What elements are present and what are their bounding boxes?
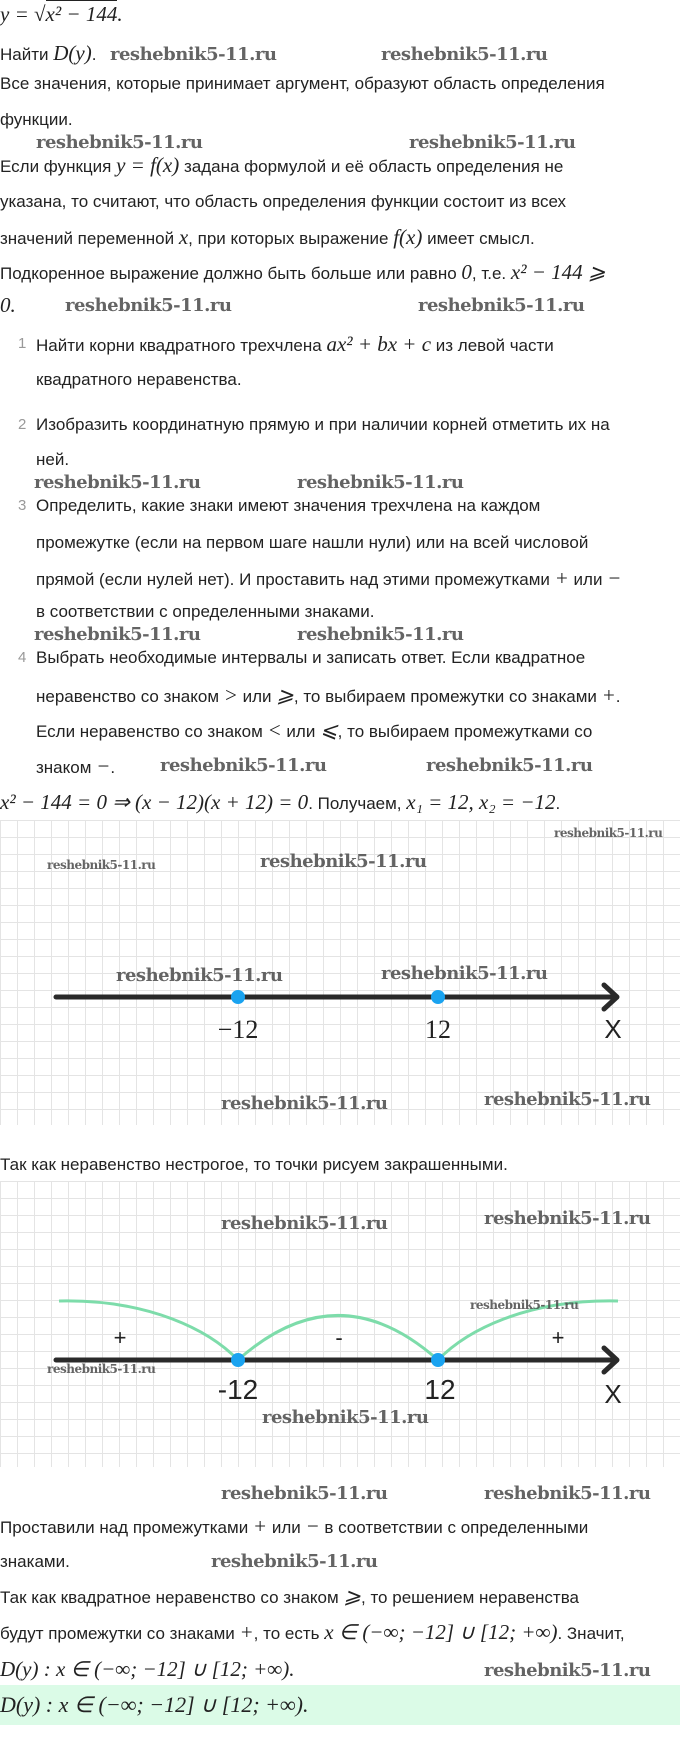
text-segment: , то есть (253, 1624, 325, 1643)
math-expression: x² − 144 ⩾ (510, 260, 606, 284)
text-segment: Если функция (0, 157, 117, 176)
watermark: reshebnik5-11.ru (221, 1483, 388, 1504)
text-segment: Все значения, которые принимает аргумент, образуют область определения (0, 74, 605, 93)
math-expression: 0. (0, 293, 16, 317)
text-segment: ней. (36, 450, 70, 469)
text-segment: , т.е. (471, 264, 511, 283)
watermark: reshebnik5-11.ru (484, 1089, 651, 1110)
sign-label: - (335, 1325, 343, 1350)
math-expression: ⩾ (276, 683, 294, 707)
root-label-left: -12 (217, 1374, 259, 1405)
text-segment: Если неравенство со знаком (36, 722, 268, 741)
paragraph-line (0, 1657, 294, 1683)
root-label-right: 12 (424, 1374, 456, 1405)
text-segment: указана, то считают, что область определения функции состоит из всех (0, 192, 567, 211)
math-expression: − (607, 566, 622, 590)
step-line (36, 332, 554, 358)
sign-label: + (551, 1325, 565, 1350)
watermark: reshebnik5-11.ru (211, 1551, 378, 1572)
watermark: reshebnik5-11.ru (262, 1407, 429, 1428)
paragraph-line (0, 225, 535, 251)
watermark: reshebnik5-11.ru (116, 965, 283, 986)
text-segment: Так как квадратное неравенство со знаком (0, 1588, 344, 1607)
text-segment: в соответствии с определенными знаками. (36, 602, 375, 621)
watermark: reshebnik5-11.ru (47, 1362, 156, 1376)
text-segment: задана формулой и её область определения не (179, 157, 564, 176)
text-segment: функции. (0, 110, 73, 129)
step-line (36, 413, 610, 437)
function-formula (0, 2, 123, 28)
text-segment: , при которых выражение (188, 229, 394, 248)
roots-equation (0, 790, 560, 816)
text-segment: Проставили над промежутками (0, 1518, 253, 1537)
watermark: reshebnik5-11.ru (470, 1298, 579, 1312)
text-segment: будут промежутки со знаками (0, 1624, 240, 1643)
text-segment: Изобразить координатную прямую и при наличии корней отметить их на (36, 415, 610, 434)
watermark: reshebnik5-11.ru (221, 1213, 388, 1234)
sign-arc-left (59, 1301, 238, 1360)
text-segment: знаком (36, 758, 97, 777)
root-point-left (231, 1353, 245, 1367)
watermark: reshebnik5-11.ru (484, 1660, 651, 1681)
math-expression: D(y) : x ∈ (−∞; −12] ∪ [12; +∞). (0, 1657, 295, 1681)
caption-filled-points (0, 1153, 508, 1177)
step-number: 2 (18, 416, 27, 433)
math-expression: y = f(x) (116, 153, 180, 177)
text-segment: . (110, 758, 116, 777)
task-statement (0, 41, 96, 67)
paragraph-line (0, 260, 606, 286)
math-expression: y = √ (0, 2, 46, 26)
text-segment: прямой (если нулей нет). И проставить над этими промежутками (36, 570, 555, 589)
math-expression: x (178, 225, 189, 249)
watermark: reshebnik5-11.ru (297, 624, 464, 645)
watermark: reshebnik5-11.ru (418, 295, 585, 316)
paragraph-line (0, 72, 605, 96)
text-segment: неравенство со знаком (36, 687, 224, 706)
text-segment: . (555, 794, 561, 813)
text-segment: знаками. (0, 1552, 70, 1571)
text-segment: или (281, 722, 321, 741)
text-segment: или (267, 1518, 306, 1537)
watermark: reshebnik5-11.ru (160, 755, 327, 776)
watermark: reshebnik5-11.ru (426, 755, 593, 776)
watermark: reshebnik5-11.ru (36, 132, 203, 153)
step-number: 4 (18, 649, 27, 666)
step-line (36, 494, 540, 518)
math-expression: + (554, 566, 569, 590)
step-line (36, 683, 621, 709)
text-segment: имеет смысл. (422, 229, 535, 248)
math-expression: + (601, 683, 616, 707)
step-line (36, 754, 115, 780)
step-line (36, 566, 621, 592)
watermark: reshebnik5-11.ru (381, 44, 548, 65)
text-segment: в соответствии с определенными (319, 1518, 589, 1537)
watermark: reshebnik5-11.ru (47, 858, 156, 872)
math-expression: > (223, 683, 238, 707)
answer-text: D(y) : x ∈ (−∞; −12] ∪ [12; +∞). (0, 1692, 309, 1717)
sign-label: + (113, 1325, 127, 1350)
text-segment: Найти (0, 45, 54, 64)
root-point-right (431, 990, 445, 1004)
text-segment: . (615, 687, 621, 706)
axis-label: X (604, 1379, 622, 1409)
text-segment: из левой части (431, 336, 554, 355)
text-segment: Так как неравенство нестрогое, то точки рисуем закрашенными. (0, 1155, 508, 1174)
root-point-right (431, 1353, 445, 1367)
math-expression: < (267, 718, 282, 742)
math-expression: . (117, 2, 123, 26)
paragraph-line (0, 1584, 579, 1610)
math-expression: x ∈ (−∞; −12] ∪ [12; +∞) (324, 1620, 558, 1644)
math-expression: D(y) (53, 41, 92, 65)
math-expression: ⩽ (320, 718, 338, 742)
watermark: reshebnik5-11.ru (554, 826, 663, 840)
text-segment: , то выбираем промежутки со знаками (293, 687, 602, 706)
text-segment: или (237, 687, 277, 706)
text-segment: квадратного неравенства. (36, 370, 242, 389)
watermark: reshebnik5-11.ru (110, 44, 277, 65)
paragraph-line (0, 108, 73, 132)
step-line (36, 448, 69, 472)
answer-box (0, 1685, 680, 1725)
step-line (36, 368, 242, 392)
text-segment: Определить, какие знаки имеют значения трехчлена на каждом (36, 496, 541, 515)
step-line (36, 718, 592, 744)
math-expression: − (96, 754, 111, 778)
text-segment: значений переменной (0, 229, 179, 248)
text-segment: . (91, 45, 97, 64)
paragraph-line (0, 190, 566, 214)
text-segment: Выбрать необходимые интервалы и записать ответ. Если квадратное (36, 648, 586, 667)
paragraph-line (0, 293, 16, 319)
axis-label: X (604, 1014, 622, 1044)
math-expression: f(x) (393, 225, 423, 249)
step-number: 3 (18, 497, 27, 514)
step-line (36, 531, 588, 555)
root-label-left: −12 (217, 1015, 259, 1044)
step-line (36, 600, 374, 624)
watermark: reshebnik5-11.ru (409, 132, 576, 153)
text-segment: Найти корни квадратного трехчлена (36, 336, 327, 355)
watermark: reshebnik5-11.ru (484, 1208, 651, 1229)
text-segment: . Значит, (557, 1624, 625, 1643)
step-line (36, 646, 585, 670)
watermark: reshebnik5-11.ru (381, 963, 548, 984)
text-segment: . Получаем, (308, 794, 407, 813)
math-expression: − (305, 1514, 320, 1538)
math-expression: + (239, 1620, 254, 1644)
watermark: reshebnik5-11.ru (34, 624, 201, 645)
text-segment: , то решением неравенства (361, 1588, 580, 1607)
text-segment: или (568, 570, 608, 589)
watermark: reshebnik5-11.ru (484, 1483, 651, 1504)
root-label-right: 12 (425, 1015, 451, 1044)
math-expression: ax² + bx + c (326, 332, 432, 356)
root-point-left (231, 990, 245, 1004)
math-expression: x² − 144 (45, 2, 118, 26)
watermark: reshebnik5-11.ru (34, 472, 201, 493)
math-expression: + (252, 1514, 268, 1538)
math-expression: 0 (461, 260, 472, 284)
paragraph-line (0, 1550, 70, 1574)
step-number: 1 (18, 335, 27, 352)
paragraph-line (0, 1620, 625, 1646)
paragraph-line (0, 153, 563, 179)
text-segment: промежутке (если на первом шаге нашли нули) или на всей числовой (36, 533, 589, 552)
text-segment: , то выбираем промежутками со (337, 722, 593, 741)
math-expression: x₁ = 12, x₂ = −12 (406, 790, 556, 814)
math-expression: ⩾ (343, 1584, 362, 1608)
watermark: reshebnik5-11.ru (260, 851, 427, 872)
watermark: reshebnik5-11.ru (65, 295, 232, 316)
math-expression: x² − 144 = 0 ⇒ (x − 12)(x + 12) = 0 (0, 790, 309, 814)
text-segment: Подкоренное выражение должно быть больше или равно (0, 264, 462, 283)
paragraph-line (0, 1514, 588, 1540)
watermark: reshebnik5-11.ru (221, 1093, 388, 1114)
watermark: reshebnik5-11.ru (297, 472, 464, 493)
